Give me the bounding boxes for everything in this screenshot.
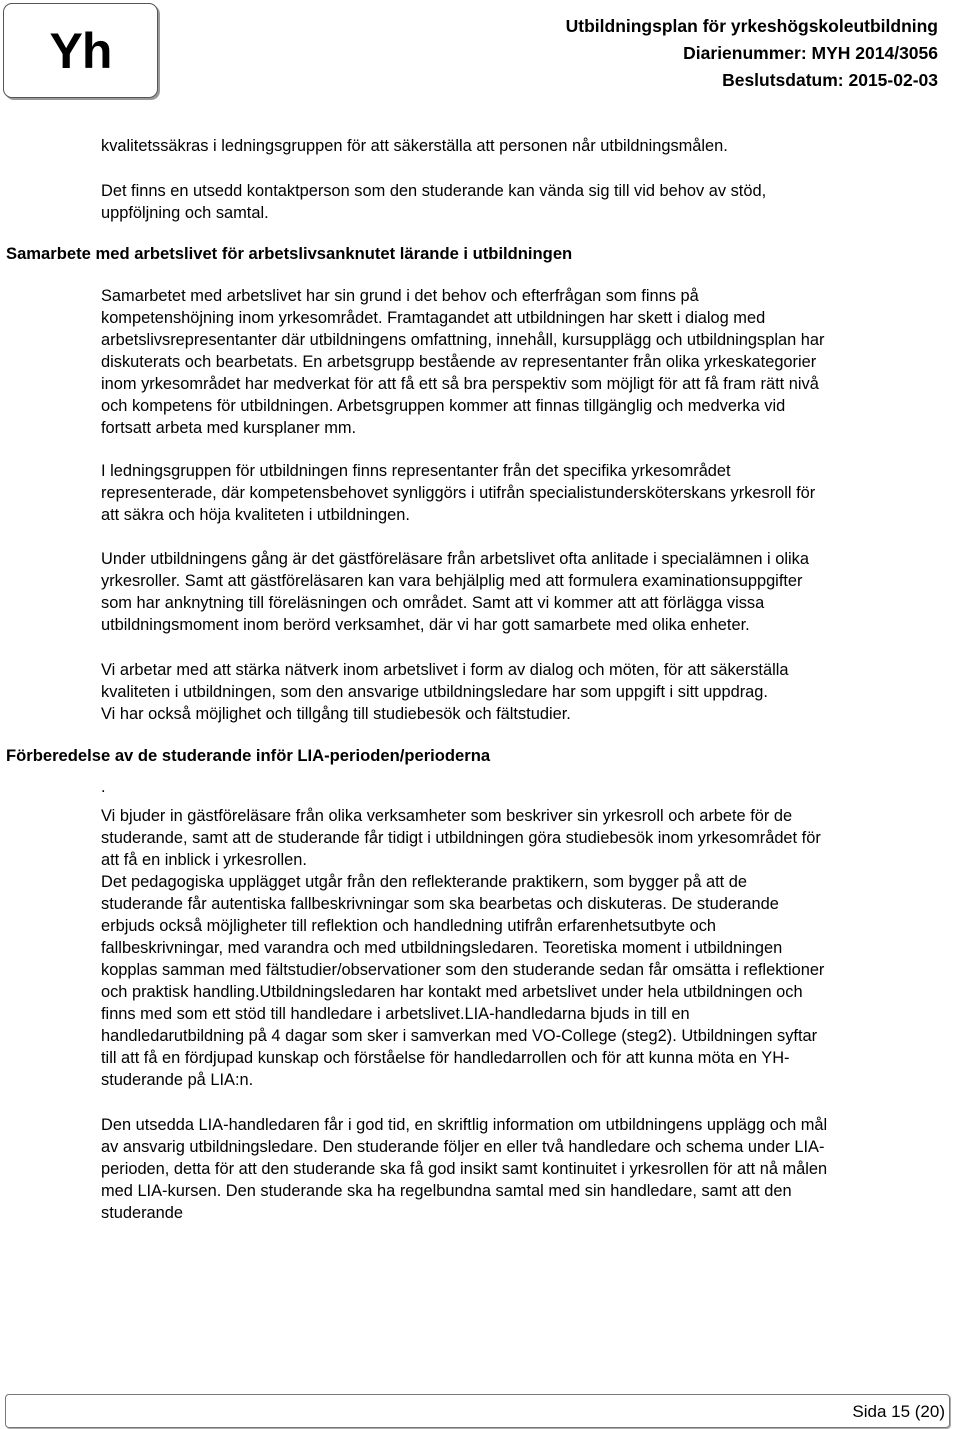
section2-paragraph-1: Vi bjuder in gästföreläsare från olika verksamheter som beskriver sin yrkesroll och arbete för de studerande, samt att de studerande får tidigt i utbildningen göra studiebesök inom yrkesområdet för att få en inblick i yrkesrollen. Det pedagogiska upplägget utgår från den reflekterande praktikern, som bygger på att de studerande får autentiska fallbeskrivningar som ska bearbetas och diskuteras. De studerande erbjuds också möjligheter till reflektion och handledning utifrån erfarenhetsutbyte och fallbeskrivningar, med varandra och med utbildningsledaren. Teoretiska moment i utbildningen kopplas samman med fältstudier/observationer som den studerande sedan får omsätta i reflektioner och praktisk handling.Utbildningsledaren har kontakt med arbetslivet under hela utbildningen och finns med som ett stöd till handledare i arbetslivet.LIA-handledarna bjuds in till en handledarutbildning på 4 dagar som sker i samverkan med VO-College (steg2). Utbildningen syftar till att få en fördjupad kunskap och förståelse för handledarrollen och för att kunna möta en YH- studerande på LIA:n. [101, 807, 825, 1089]
section1-paragraph-2: I ledningsgruppen för utbildningen finns representanter från det specifika yrkesområdet representerade, där kompetensbehovet synliggörs i utifrån specialistundersköterskans yrkesroll för att säkra och höja kvaliteten i utbildningen. [101, 462, 816, 524]
intro-paragraph-2: Det finns en utsedd kontaktperson som den studerande kan vända sig till vid behov av stöd, uppföljning och samtal. [101, 182, 767, 222]
section-heading-samarbete: Samarbete med arbetslivet för arbetslivsanknutet lärande i utbildningen [6, 244, 573, 263]
page-number: Sida 15 (20) [852, 1402, 945, 1421]
yh-logo: Yh [3, 3, 158, 98]
section1-paragraph-3: Under utbildningens gång är det gästföreläsare från arbetslivet ofta anlitade i specialämnen i olika yrkesroller. Samt att gästföreläsaren kan vara behjälplig med att formulera examinationsuppgifter som har anknytning till föreläsningen och området. Samt att vi kommer att att förlägga vissa utbildningsmoment inom berörd verksamhet, där vi har gott samarbete med olika enheter. [101, 550, 809, 634]
diarienummer: Diarienummer: MYH 2014/3056 [683, 43, 938, 63]
section1-paragraph-4: Vi arbetar med att stärka nätverk inom arbetslivet i form av dialog och möten, för att säkerställa kvaliteten i utbildningen, som den ansvarige utbildningsledare har som uppgift i sitt uppdrag. Vi har också möjlighet och tillgång till studiebesök och fältstudier. [101, 661, 789, 723]
beslutsdatum: Beslutsdatum: 2015-02-03 [722, 70, 938, 90]
page-footer [5, 1394, 950, 1428]
section2-paragraph-2: Den utsedda LIA-handledaren får i god tid, en skriftlig information om utbildningens upplägg och mål av ansvarig utbildningsledare. Den studerande följer en eller två handledare och schema under LIA- perioden, detta för att den studerande ska få god insikt samt kontinuitet i yrkesrollen för att nå målen med LIA-kursen. Den studerande ska ha regelbundna samtal med sin handledare, samt att den studerande [101, 1116, 828, 1222]
document-title: Utbildningsplan för yrkeshögskoleutbildning [565, 16, 938, 36]
section1-paragraph-1: Samarbetet med arbetslivet har sin grund i det behov och efterfrågan som finns på kompetenshöjning inom yrkesområdet. Framtagandet att utbildningen har skett i dialog med arbetslivsrepresentanter där utbildningens omfattning, innehåll, kursupplägg och utbildningsplan har diskuterats och bearbetats. En arbetsgrupp bestående av representanter från olika yrkeskategorier inom yrkesområdet har medverkat för att få ett så bra perspektiv som möjligt för att få fram rätt nivå och kompetens för utbildningen. Arbetsgruppen kommer att finnas tillgänglig och medverka vid fortsatt arbeta med kursplaner mm. [101, 287, 825, 437]
document-header [566, 13, 938, 94]
section-heading-lia: Förberedelse av de studerande inför LIA-perioden/perioderna [6, 746, 491, 765]
section2-dot: . [101, 778, 106, 796]
intro-paragraph-1: kvalitetssäkras i ledningsgruppen för att säkerställa att personen når utbildningsmålen. [101, 137, 728, 155]
